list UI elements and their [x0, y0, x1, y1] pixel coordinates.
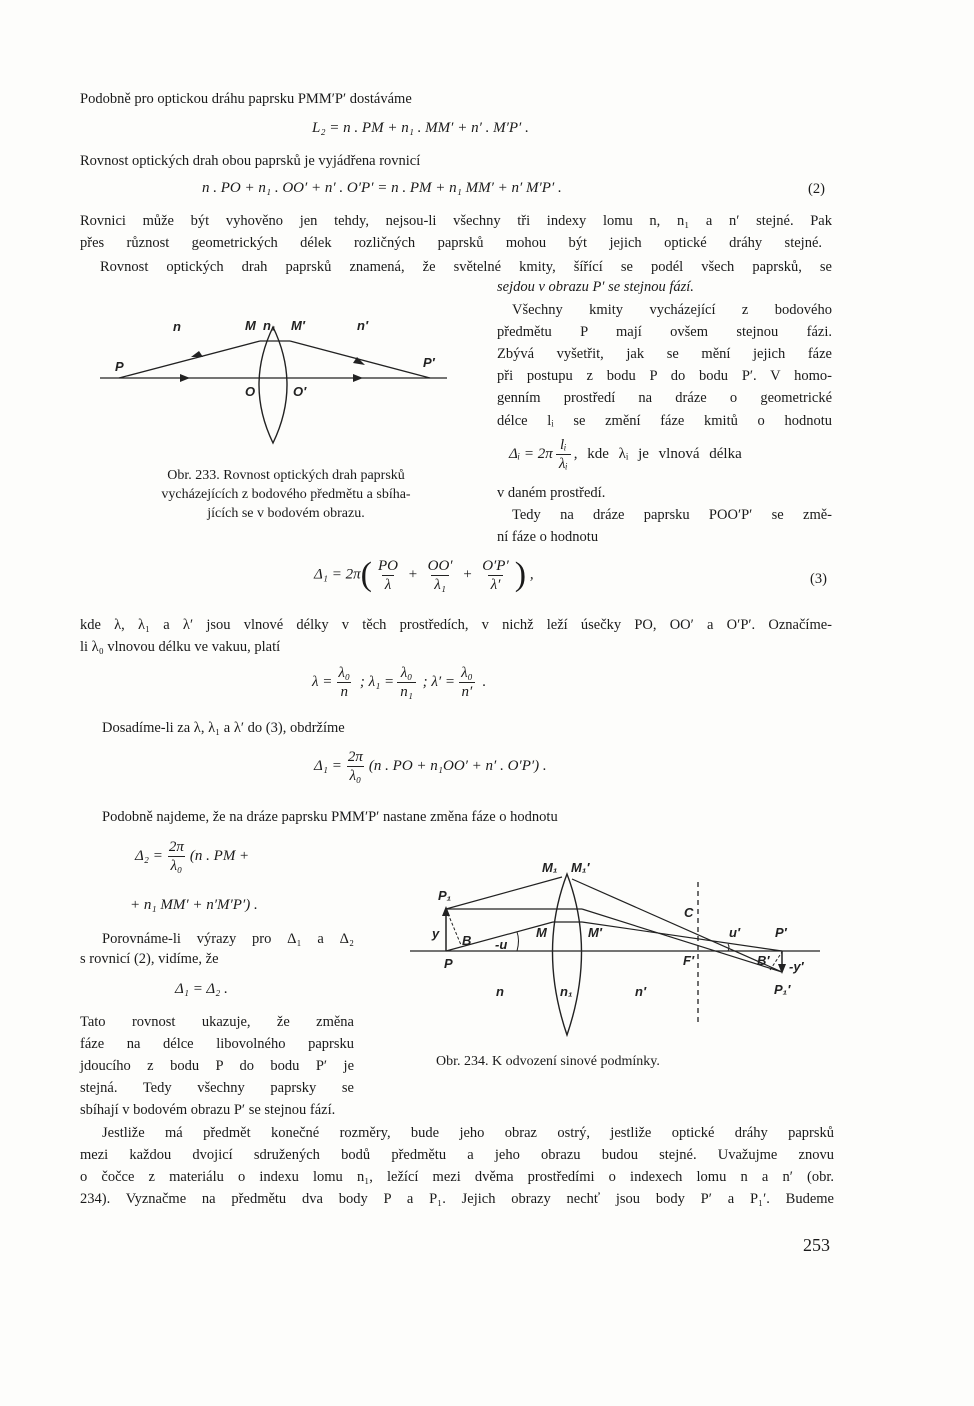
- fraction-numerator: 2π: [168, 839, 184, 855]
- label-M: M: [536, 925, 547, 940]
- label-n1: n₁: [263, 318, 276, 333]
- label-B-prime: B′: [757, 953, 770, 968]
- text-line: s rovnicí (2), vidíme, že: [80, 951, 219, 967]
- text-line: Rovnici může být vyhověno jen tehdy, nejsou-li všechny tři indexy lomu n, n₁ a n′ stejné. Pak: [80, 213, 832, 229]
- text-line: kde λ, λ₁ a λ′ jsou vlnové délky v těch prostředích, v nichž leží úsečky PO, OO′ a O′P′. Označíme-: [80, 617, 832, 633]
- fraction-numerator: OO′: [427, 557, 453, 574]
- fraction-denominator: λ₀: [168, 856, 186, 875]
- label-M-prime: M′: [291, 318, 305, 333]
- fraction-denominator: λ₀: [347, 766, 365, 785]
- fraction-denominator: λ′: [488, 575, 504, 594]
- fraction-numerator: PO: [377, 557, 398, 574]
- eq-part: Δ₂ =: [135, 847, 163, 864]
- figure-233-caption: [110, 466, 462, 523]
- text-line: genním prostředí na dráze o geometrické: [497, 390, 832, 406]
- eq-part: ; λ′ =: [422, 673, 456, 690]
- label-y: y: [432, 926, 440, 941]
- text-line: Jestliže má předmět konečné rozměry, bude jeho obraz ostrý, jestliže optické dráhy paprsků: [102, 1125, 834, 1141]
- equation-number: (2): [808, 181, 825, 197]
- fraction-numerator: λ₀: [400, 665, 413, 681]
- text-line: Rovnost optických drah obou paprsků je vyjádřena rovnicí: [80, 153, 421, 169]
- fraction-denominator: n₁: [397, 682, 416, 701]
- label-M1: M₁: [542, 860, 558, 875]
- equation-2: n . PO + n₁ . OO′ + n′ . O′P′ = n . PM + n₁ MM′ + n′ M′P′ .: [202, 180, 562, 196]
- figure-234-caption: Obr. 234. K odvození sinové podmínky.: [436, 1054, 660, 1069]
- label-n-prime: n′: [635, 984, 647, 999]
- text-line: přes různost geometrických délek rozličných paprsků mohou být jejich optické dráhy stejné.: [80, 235, 822, 251]
- label-O-prime: O′: [293, 384, 307, 399]
- eq-part: Δ₁ = 2π: [314, 566, 361, 583]
- label-minus-y-prime: -y′: [789, 959, 804, 974]
- equation-equality: Δ₁ = Δ₂ .: [175, 981, 228, 997]
- text-line: Porovnáme-li výrazy pro Δ₁ a Δ₂: [102, 931, 354, 947]
- caption-line: vycházejících z bodového předmětu a sbíha-: [161, 487, 411, 502]
- equation-3: Δ₁ = 2π( $\frac{PO}{\lambda}$ + $\frac{OO'}{\text{λ₁}}$ + $\frac{O'P'}{\lambda'}$ ) ,: [314, 556, 534, 593]
- label-n: n: [173, 319, 181, 334]
- fraction-numerator: λ₀: [338, 665, 351, 681]
- text-line: o čočce z materiálu o indexu lomu n₁, ležící mezi dvěma prostředími o indexech lomu n a n′ (obr.: [80, 1169, 834, 1185]
- text-line-italic: sejdou v obrazu P′ se stejnou fází.: [497, 279, 694, 295]
- label-F-prime: F′: [683, 953, 695, 968]
- text-line: Všechny kmity vycházející z bodového: [512, 302, 832, 318]
- caption-line: jících se v bodovém obrazu.: [207, 506, 365, 521]
- fraction-numerator: lᵢ: [559, 437, 567, 453]
- eq-part: .: [482, 673, 487, 690]
- text-line: předmětu P mají ovšem stejnou fázi.: [497, 324, 832, 340]
- equation-L2: L₂ = n . PM + n₁ . MM′ + n′ . M′P′ .: [312, 120, 529, 136]
- eq-part: Δᵢ = 2π: [509, 445, 553, 462]
- text-line: 234). Vyznačme na předmětu dva body P a P₁. Jejich obrazy nechť jsou body P′ a P₁′. Budeme: [80, 1191, 834, 1207]
- fraction-denominator: λᵢ: [556, 454, 571, 473]
- text-line: fáze na délce libovolného paprsku: [80, 1036, 354, 1052]
- label-P: P: [115, 359, 124, 374]
- label-M-prime: M′: [588, 925, 602, 940]
- fraction-denominator: n′: [459, 682, 476, 701]
- eq-part: , kde λᵢ je vlnová délka: [573, 445, 742, 462]
- label-P1-prime: P₁′: [774, 982, 791, 997]
- text-line: sbíhají v bodovém obrazu P′ se stejnou fází.: [80, 1102, 336, 1118]
- equation-delta2: [135, 838, 249, 875]
- text-line: při postupu z bodu P do bodu P′. V homo-: [497, 368, 832, 384]
- label-u-prime: u′: [729, 925, 741, 940]
- fraction-numerator: λ₀: [461, 665, 473, 681]
- label-P-prime: P′: [423, 355, 435, 370]
- label-minus-u: -u: [495, 937, 508, 952]
- fraction-denominator: λ₁: [431, 575, 449, 594]
- fraction-denominator: n: [337, 682, 351, 701]
- label-M: M: [245, 318, 256, 333]
- equation-number: (3): [810, 571, 827, 587]
- text-line: Rovnost optických drah paprsků znamená, že světelné kmity, šířící se podél všech paprsků, se: [100, 259, 832, 275]
- eq-part: Δ₁ =: [314, 757, 342, 774]
- fraction-numerator: 2π: [347, 749, 363, 765]
- text-line: Tato rovnost ukazuje, že změna: [80, 1014, 354, 1030]
- equation-delta2-continued: + n₁ MM′ + n′M′P′) .: [130, 897, 258, 913]
- text-line: v daném prostředí.: [497, 485, 606, 501]
- fraction-denominator: λ: [382, 575, 395, 594]
- text-line: Tedy na dráze paprsku POO′P′ se změ-: [512, 507, 832, 523]
- label-n1: n₁: [560, 984, 573, 999]
- page-number: 253: [803, 1235, 830, 1255]
- equation-delta-i: [509, 436, 742, 473]
- figure-233-diagram: [95, 305, 455, 450]
- text-line: mezi každou dvojicí sdružených bodů předmětu a jeho obrazu budou stejné. Uvažujme znovu: [80, 1147, 834, 1163]
- label-n: n: [496, 984, 504, 999]
- eq-part: (n . PO + n₁OO′ + n′ . O′P′) .: [368, 757, 547, 774]
- fraction-numerator: O′P′: [482, 557, 509, 574]
- figure-234-diagram: [410, 850, 830, 1040]
- label-B: B: [462, 933, 472, 948]
- text-line: Zbývá vyšetřit, jak se mění jejich fáze: [497, 346, 832, 362]
- label-O: O: [245, 384, 256, 399]
- eq-part: ,: [529, 566, 534, 583]
- label-P: P: [444, 956, 453, 971]
- text-line: stejná. Tedy všechny paprsky se: [80, 1080, 354, 1096]
- equation-lambda: [312, 664, 486, 701]
- text-line: Podobně pro optickou dráhu paprsku PMM′P′ dostáváme: [80, 91, 412, 107]
- text-line: Podobně najdeme, že na dráze paprsku PMM′P′ nastane změna fáze o hodnotu: [102, 809, 558, 825]
- text-line: Dosadíme-li za λ, λ₁ a λ′ do (3), obdržíme: [102, 720, 345, 736]
- text-line: jdoucího z bodu P do bodu P′ je: [80, 1058, 354, 1074]
- label-C: C: [684, 905, 694, 920]
- text-line: ní fáze o hodnotu: [497, 529, 599, 545]
- eq-part: (n . PM +: [189, 847, 250, 864]
- eq-part: ; λ₁ =: [359, 673, 395, 690]
- text-line: li λ₀ vlnovou délku ve vakuu, platí: [80, 639, 281, 655]
- equation-delta1: [314, 748, 547, 785]
- text-line: délce lᵢ se změní fáze kmitů o hodnotu: [497, 413, 832, 429]
- label-P1: P₁: [438, 888, 452, 903]
- label-n-prime: n′: [357, 318, 369, 333]
- label-M1-prime: M₁′: [571, 860, 590, 875]
- caption-line: Obr. 233. Rovnost optických drah paprsků: [167, 468, 405, 483]
- label-P-prime: P′: [775, 925, 787, 940]
- eq-part: λ =: [312, 673, 333, 690]
